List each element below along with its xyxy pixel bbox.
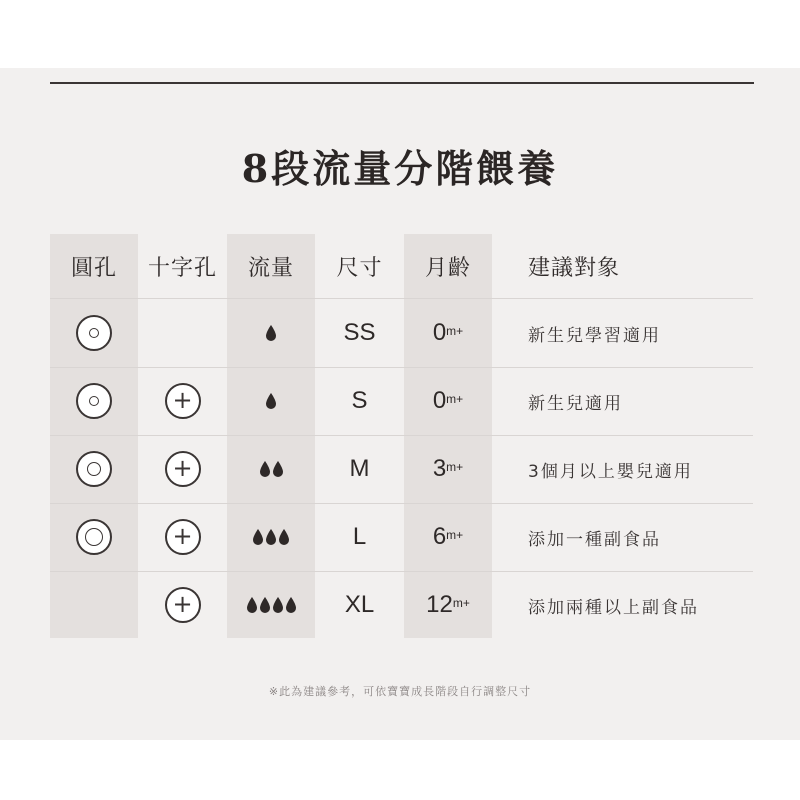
age-unit: m+ [446,460,464,474]
header-cross-hole: 十字孔 [147,255,217,281]
header-age: 月齡 [424,255,471,281]
round-hole-icon [76,383,112,419]
table-row [50,367,753,435]
age-unit: m+ [446,392,464,406]
age-cell [404,299,492,367]
age-cell [404,503,492,571]
header-target: 建議對象 [528,255,621,281]
header-row [50,234,753,298]
size-cell: M [349,455,370,482]
flow-cell [227,367,315,435]
drop-icon [279,529,289,545]
round-hole-icon [76,519,112,555]
drop-icon [247,597,257,613]
drop-icon [273,461,283,477]
header-flow: 流量 [247,255,294,281]
flow-cell [227,299,315,367]
target-cell: 新生兒適用 [528,393,623,414]
drop-icon [266,529,276,545]
cross-hole-icon: + [165,587,201,623]
flow-cell [227,435,315,503]
table-row [50,571,753,639]
cross-hole-cell [138,299,227,367]
round-hole-cell [50,503,138,571]
round-hole-cell [50,299,138,367]
age-value: 3 [432,455,447,482]
top-divider [50,82,754,84]
size-cell: SS [343,319,376,346]
table-row [50,503,753,571]
drop-icon [286,597,296,613]
cross-hole-icon: + [165,451,201,487]
age-unit: m+ [446,324,464,338]
round-hole-cell [50,571,138,639]
age-cell [404,367,492,435]
target-cell: 3個月以上嬰兒適用 [528,461,693,482]
footnote: ※此為建議參考，可依寶寶成長階段自行調整尺寸 [268,685,532,698]
round-hole-cell [50,367,138,435]
age-value: 12 [426,591,453,618]
size-cell: S [351,387,368,414]
size-cell: XL [344,591,375,618]
page-title: 8段流量分階餵養 [241,146,559,191]
age-cell [404,571,492,639]
cross-hole-icon: + [165,519,201,555]
cross-hole-cell [138,503,227,571]
header-round-hole: 圓孔 [70,255,117,281]
age-unit: m+ [446,528,464,542]
age-value: 6 [432,523,447,550]
size-cell: L [352,523,367,550]
target-cell: 新生兒學習適用 [528,325,661,346]
drop-icon [273,597,283,613]
cross-hole-icon: + [165,383,201,419]
drop-icon [266,393,276,409]
table-row [50,435,753,503]
cross-hole-cell [138,571,227,639]
target-cell: 添加兩種以上副食品 [528,597,699,618]
cross-hole-cell [138,367,227,435]
round-hole-cell [50,435,138,503]
table-row [50,299,753,367]
round-hole-icon [76,315,112,351]
drop-icon [260,597,270,613]
round-hole-icon [76,451,112,487]
age-unit: m+ [452,596,470,610]
drop-icon [260,461,270,477]
age-cell [404,435,492,503]
feeding-flow-table [50,234,753,638]
cross-hole-cell [138,435,227,503]
header-size: 尺寸 [336,255,383,281]
target-cell: 添加一種副食品 [528,529,661,550]
age-value: 0 [432,387,447,414]
drop-icon [266,325,276,341]
flow-cell [227,571,315,639]
age-value: 0 [432,319,447,346]
flow-cell [227,503,315,571]
drop-icon [253,529,263,545]
